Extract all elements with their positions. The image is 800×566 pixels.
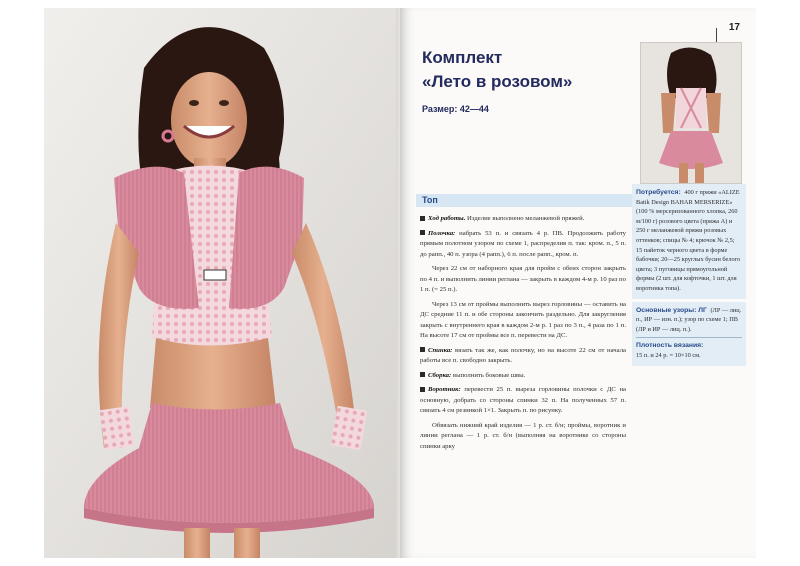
- paragraph-progress: Ход работы. Изделие выполнено меланжевой пряжей.: [420, 214, 626, 225]
- bullet-square-icon: [420, 387, 425, 392]
- bullet-square-icon: [420, 216, 425, 221]
- page-number-rule: [716, 28, 717, 42]
- paragraph-front: Полочка: набрать 53 п. и связать 4 р. ПВ. Продолжить работу прямым полотном узором по схеме 1, распределив п. так: кром. п., 5 п. до рапп., 40 п. узора (4 рапп.), 6 п. после рапп., кром. п.: [420, 229, 626, 258]
- patterns-block: [632, 302, 746, 366]
- density-text: 15 п. и 24 р. = 10×10 см.: [636, 351, 701, 359]
- paragraph-edging: Обвязать нижний край изделия — 1 р. ст. б/н; проймы, воротник и линии реглана — 1 р. ст. б/н (выполняя на воротнике со стороны спинки арку: [420, 421, 626, 450]
- sidebar-materials: [632, 184, 746, 369]
- page-title: [422, 46, 572, 94]
- title-line-2: «Лето в розовом»: [422, 72, 573, 91]
- bullet-square-icon: [420, 230, 425, 235]
- paragraph-neckline: Через 13 см от проймы выполнить вырез горловины — оставить на ДС средние 11 п. и обе стороны закончить раздельно. Для закругления закрыть с внутреннего края в каждом 2-м р. 1 раз по 3 п., 4 раза по 1 п. На высоте 17 см от проймы все п. перевести на ДС.: [420, 300, 626, 339]
- back-view-photo: [641, 43, 741, 183]
- page-number: 17: [728, 22, 740, 33]
- paragraph-back: Спинка: вязать так же, как полочку, но на высоте 22 см от начала работы все п. свободно закрыть.: [420, 346, 626, 364]
- title-line-1: Комплект: [422, 48, 503, 67]
- right-page: [400, 8, 756, 558]
- size-label: Размер: 42—44: [422, 104, 489, 114]
- paragraph-armholes: Через 22 см от наборного края для пройм с обеих сторон закрыть по 4 п. и выполнить линии реглана — закрыть в каждом 4-м р. 10 раз по 1 п. (= 25 п.).: [420, 265, 626, 293]
- instructions-column: [420, 214, 626, 456]
- bullet-square-icon: [420, 372, 425, 377]
- model-photo: [44, 8, 400, 558]
- thumbnail-photo: [640, 42, 742, 184]
- materials-label: Потребуется:: [636, 189, 681, 196]
- materials-text: 400 г пряжи «ALIZE Batik Design BAHAR MERSERIZE» (100 % мерсеризованного хлопка, 260 м/100 г) розового цвета (пряжа А) и 250 г меланжевой пряжи розовых оттенков; спицы № 4; крючок № 2,5; 15 пайеток черного цвета в форме бабочки; 20—25 круглых бусин белого цвета; 3 пуговицы прямоугольной формы (2 шт. для кофточки, 1 шт. для воротника топа).: [636, 189, 741, 292]
- bullet-square-icon: [420, 347, 425, 352]
- materials-block: [632, 184, 746, 299]
- patterns-text: (ЛР — лиц. п., ИР — изн. п.); узор по схеме 1; ПВ (ЛР и ИР — лиц. п.).: [636, 306, 742, 333]
- paragraph-assembly: Сборка: выполнить боковые швы.: [420, 371, 626, 382]
- section-heading-top: Топ: [416, 194, 632, 207]
- paragraph-collar: Воротник: перевести 25 п. выреза горловины полочки с ДС на основную, добрать со стороны спинки 32 п. На полученных 57 п. связать 4 см резинкой 1×1. Закрыть п. по рисунку.: [420, 386, 626, 414]
- sidebar-divider: [636, 337, 742, 338]
- patterns-label: Основные узоры: ЛГ: [636, 306, 707, 314]
- left-page-photo: [44, 8, 400, 558]
- density-label: Плотность вязания:: [636, 342, 704, 350]
